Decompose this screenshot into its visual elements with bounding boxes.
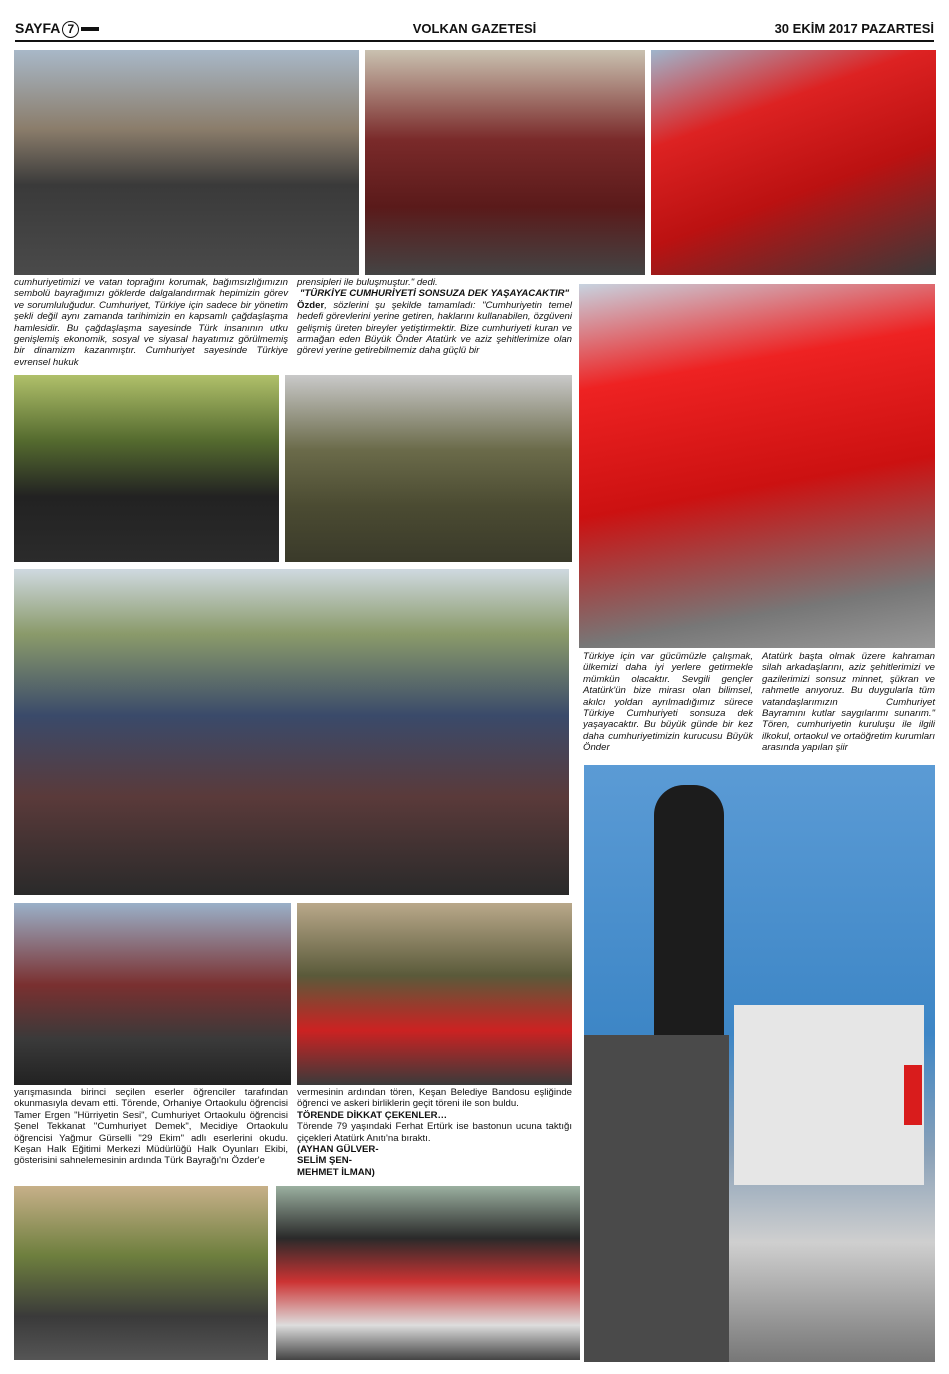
photo-folk-dancers: [276, 1186, 580, 1360]
article-paragraph: Törende 79 yaşındaki Ferhat Ertürk ise bastonun ucuna taktığı çiçekleri Atatürk Anıtı'na bıraktı.: [297, 1121, 572, 1144]
flag: [904, 1065, 922, 1125]
article-col1-top: [14, 277, 288, 368]
byline-line: SELİM ŞEN-: [297, 1155, 352, 1167]
photo-soldier-closeup: [285, 375, 572, 562]
article-col1-bottom: [14, 1087, 288, 1167]
subheading: "TÜRKİYE CUMHURİYETİ SONSUZA DEK YAŞAYACAKTIR": [299, 288, 570, 300]
photo-marching-band: [365, 50, 645, 275]
page-number: 7: [62, 21, 79, 38]
article-paragraph: vermesinin ardından tören, Keşan Belediye Bandosu eşliğinde öğrenci ve askeri birliklerin geçit töreni ile son buldu.: [297, 1087, 572, 1110]
article-col3a: [583, 651, 753, 754]
photo-military-vehicle: [14, 1186, 268, 1360]
page-header: [15, 16, 934, 42]
photo-soldiers-march: [14, 50, 359, 275]
newspaper-title: VOLKAN GAZETESİ: [412, 21, 537, 36]
article-col2-top: [297, 277, 572, 357]
lead-name: Özder: [297, 299, 325, 311]
photo-flag-bearers: [651, 50, 936, 275]
subheading: TÖRENDE DİKKAT ÇEKENLER…: [297, 1109, 448, 1121]
issue-date: 30 EKİM 2017 PAZARTESİ: [774, 21, 934, 36]
building: [734, 1005, 924, 1185]
article-paragraph: yarışmasında birinci seçilen eserler öğrenciler tarafından okunmasıyla devam etti. Törende, Orhaniye Ortaokulu öğrencisi Tamer Ergen "Hürriyetin Sesi", Cumhuriyet Ortaokulu öğrencisi Şenel Tekkanat "Cumhuriyet Demek", Mecidiye Ortaokulu öğrencisi Yağmur Gürselli "29 Ekim" adlı eserlerini okudu. Keşan Halk Eğitimi Merkezi Müdürlüğü Halk Oyunları Ekibi, gösterisini sahnelemesinin ardında Türk Bayrağı'nı Özder'e: [14, 1087, 288, 1167]
article-paragraph: , sözlerini şu şekilde tamamladı: "Cumhuriyetin temel hedefi görevlerini yerine getiren, haklarını kullanabilen, özgüveni gelişmiş üreten bireyler yetiştirmektir. Bize cumhuriyeti kuran ve armağan eden Büyük Önder Atatürk ve aziz şehitlerimize olan görevi yerine getirebilmemiz daha güçlü bir: [297, 299, 572, 357]
statue-pedestal: [584, 1035, 729, 1362]
header-rule: [15, 40, 934, 42]
article-col2-bottom: [297, 1087, 572, 1178]
article-paragraph: Türkiye için var gücümüzle çalışmak, ülkemizi daha iyi yerlere getirmekle mümkün olacaktır. Sevgili gençler Atatürk'ün bize mirası olan bilimsel, akılcı yoldan ayrılmadığımız sürece Türkiye Cumhuriyeti sonsuza dek yaşayacaktır. Bu büyük günde bir kez daha cumhuriyetimizin kurucusu Büyük Önder: [583, 651, 753, 754]
byline-line: MEHMET İLMAN): [297, 1166, 375, 1178]
byline-line: (AYHAN GÜLVER-: [297, 1144, 379, 1156]
photo-parade-street: [14, 903, 291, 1085]
photo-ataturk-monument: [584, 765, 935, 1362]
article-col3b: [762, 651, 935, 754]
photo-students-flags: [297, 903, 572, 1085]
article-paragraph: Atatürk başta olmak üzere kahraman silah arkadaşlarını, aziz şehitlerimizi ve gazilerimizi sonsuz minnet, şükran ve rahmetle anıyoruz. Bu duygularla tüm vatandaşlarımızın Cumhuriyet Bayramını kutlar saygılarımı sunarım." Tören, cumhuriyetin kuruluşu ile ilgili ilkokul, ortaokul ve ortaöğretim kurumları arasında yapılan şiir: [762, 651, 935, 754]
photo-officials-with-flags: [579, 284, 935, 648]
photo-cyclists: [14, 375, 279, 562]
article-paragraph: cumhuriyetimizi ve vatan toprağını korumak, bağımsızlığımızın sembolü bayrağımızı göklerde dalgalandırmak hepimizin görev ve sorumluluğudur. Cumhuriyet, Türkiye için sadece bir yönetim şekli değil aynı zamanda tarihimizin en kapsamlı çağdaşlaşma hamlesidir. Bu çağdaşlaşma sayesinde Türk insanının utku genişlemiş ekonomik, sosyal ve siyasal hayatımız görülmemiş bir dinamizm kazanmıştır. Cumhuriyet sayesinde Türkiye evrensel hukuk: [14, 277, 288, 368]
section-label: SAYFA: [15, 20, 61, 36]
article-paragraph: prensipleri ile buluşmuştur." dedi.: [297, 277, 438, 288]
photo-crowd: [14, 569, 569, 895]
